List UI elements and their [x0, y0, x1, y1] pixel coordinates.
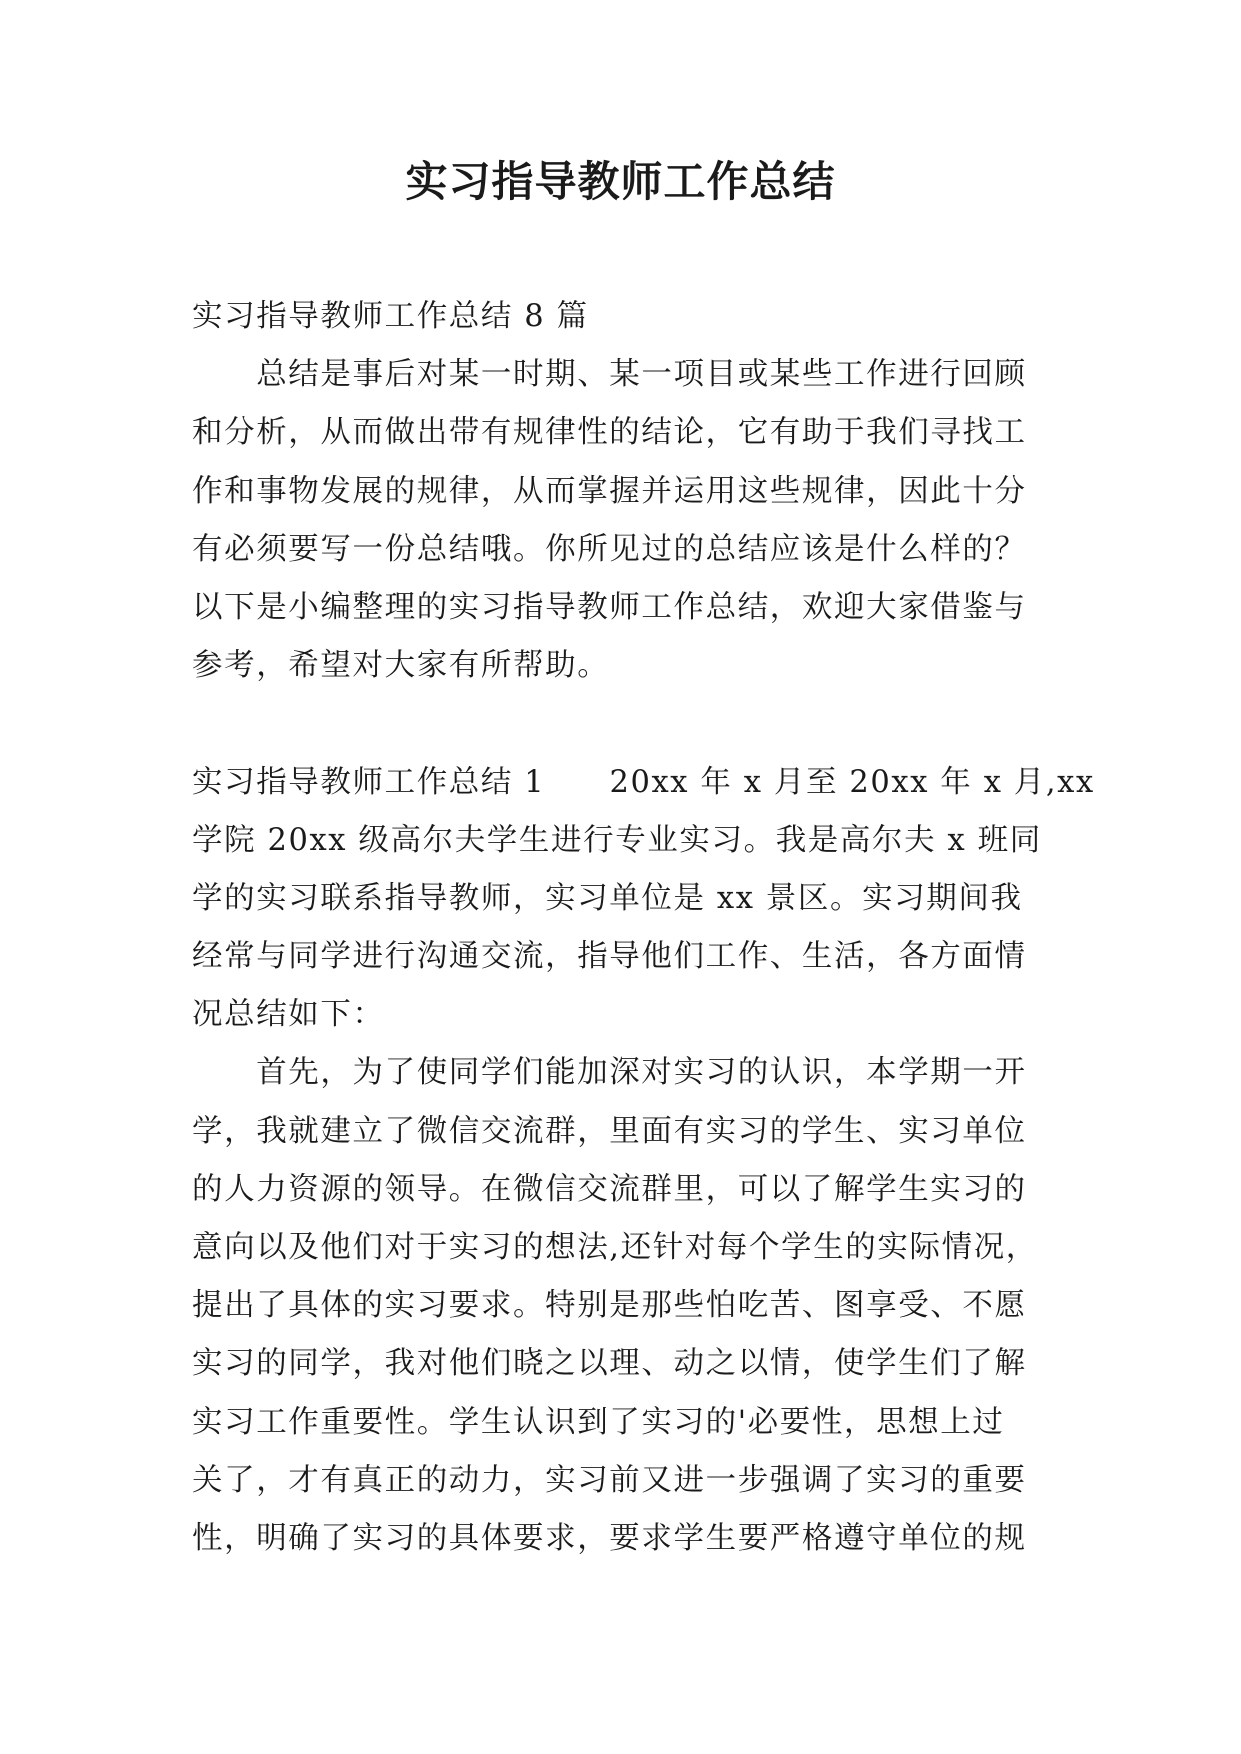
document-subtitle: 实习指导教师工作总结 8 篇: [192, 299, 589, 334]
intro-line: 以下是小编整理的实习指导教师工作总结，欢迎大家借鉴与: [192, 589, 1027, 625]
intro-line: 有必须要写一份总结哦。你所见过的总结应该是什么样的？: [192, 531, 1027, 567]
section1-line: 经常与同学进行沟通交流，指导他们工作、生活，各方面情: [192, 939, 1027, 975]
section1-para2-line: 实习的同学，我对他们晓之以理、动之以情，使学生们了解: [192, 1346, 1027, 1382]
section1-line: 况总结如下：: [192, 997, 385, 1033]
section1-line: 实习指导教师工作总结 1 20xx 年 x 月至 20xx 年 x 月,xx: [192, 764, 1095, 800]
intro-line: 总结是事后对某一时期、某一项目或某些工作进行回顾: [192, 357, 1027, 393]
section1-para2-line: 实习工作重要性。学生认识到了实习的'必要性，思想上过: [192, 1404, 1005, 1440]
intro-line: 作和事物发展的规律，从而掌握并运用这些规律，因此十分: [192, 473, 1027, 509]
section1-para2-line: 关了，才有真正的动力，实习前又进一步强调了实习的重要: [192, 1462, 1027, 1498]
section1-para2-line: 首先，为了使同学们能加深对实习的认识，本学期一开: [192, 1055, 1027, 1091]
section1-para2-line: 提出了具体的实习要求。特别是那些怕吃苦、图享受、不愿: [192, 1288, 1027, 1324]
intro-line: 和分析，从而做出带有规律性的结论，它有助于我们寻找工: [192, 415, 1027, 451]
document-body: [192, 288, 1095, 1568]
section1-para2-line: 学，我就建立了微信交流群，里面有实习的学生、实习单位: [192, 1113, 1027, 1149]
section1-para2-line: 意向以及他们对于实习的想法,还针对每个学生的实际情况，: [192, 1230, 1038, 1265]
section1-line: 学院 20xx 级高尔夫学生进行专业实习。我是高尔夫 x 班同: [192, 822, 1042, 858]
section1-para2-line: 的人力资源的领导。在微信交流群里，可以了解学生实习的: [192, 1171, 1027, 1207]
document-title: 实习指导教师工作总结: [405, 157, 836, 206]
paragraph-gap: [192, 695, 1052, 753]
section1-line: 学的实习联系指导教师，实习单位是 xx 景区。实习期间我: [192, 880, 1023, 916]
section1-para2-line: 性，明确了实习的具体要求，要求学生要严格遵守单位的规: [192, 1520, 1027, 1556]
intro-line: 参考，希望对大家有所帮助。: [192, 648, 610, 684]
